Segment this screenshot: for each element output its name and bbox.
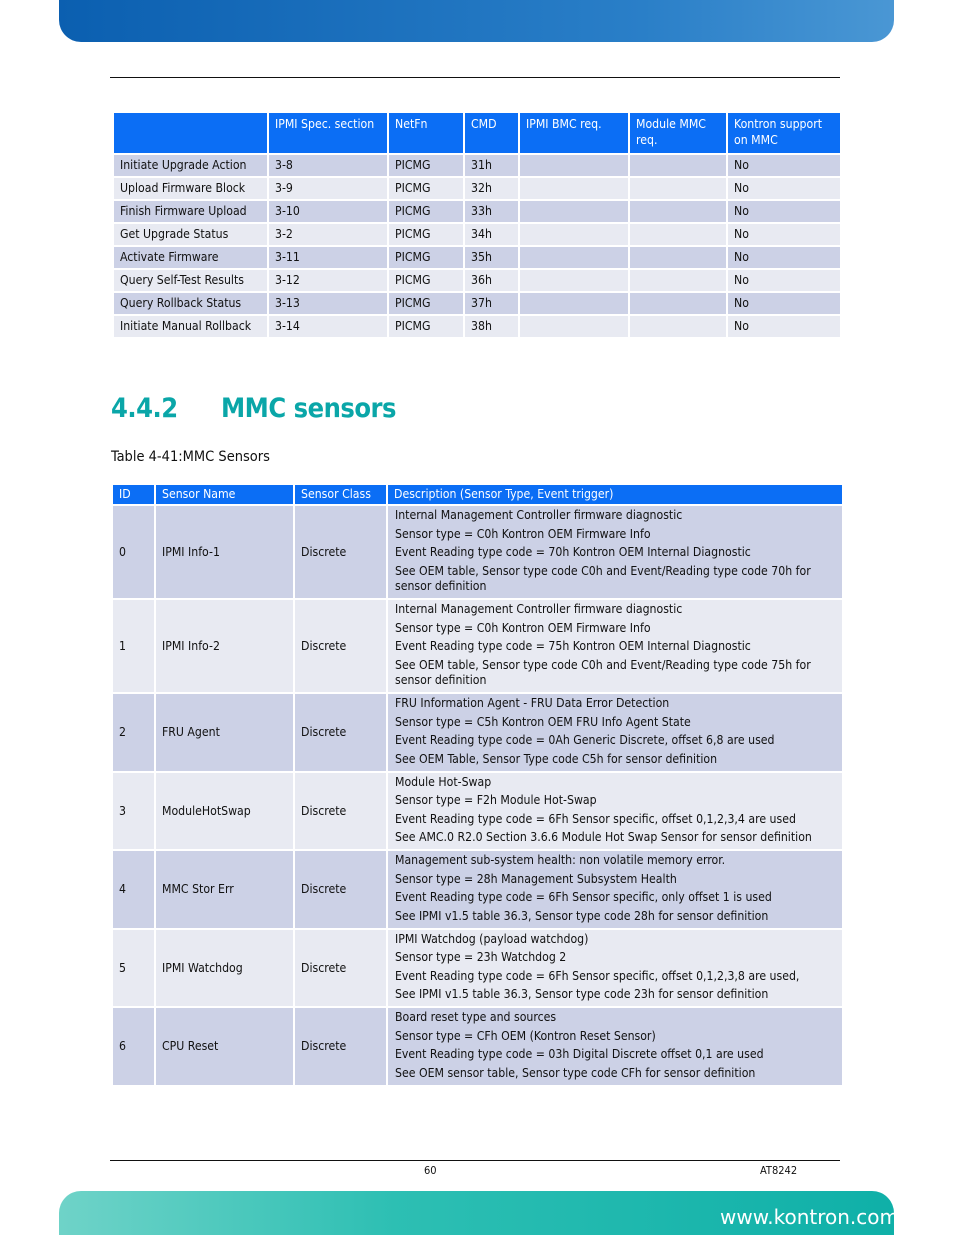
table-cell: 34h (465, 224, 518, 245)
column-header (114, 113, 267, 153)
description-line: Management sub-system health: non volatile memory error. (395, 853, 726, 867)
sensor-row (113, 773, 842, 850)
description-line: See OEM table, Sensor type code C0h and Event/Reading type code 70h for sensor definition (395, 563, 811, 593)
table-cell: Initiate Upgrade Action (114, 155, 267, 176)
table-cell: 32h (465, 178, 518, 199)
table-cell (630, 224, 726, 245)
table-cell: No (728, 293, 840, 314)
description-line: IPMI Watchdog (payload watchdog) (395, 931, 589, 946)
table-cell (520, 224, 628, 245)
description-line: Event Reading type code = 0Ah Generic Discrete, offset 6,8 are used (395, 733, 775, 747)
table-cell: Query Self-Test Results (114, 270, 267, 291)
table-cell: 3-9 (269, 178, 387, 199)
table-cell: 3-10 (269, 201, 387, 222)
table-cell: No (728, 155, 840, 176)
description-line: See OEM Table, Sensor Type code C5h for sensor definition (395, 751, 718, 766)
column-header: Module MMC req. (630, 113, 726, 153)
sensor-description-cell (388, 694, 842, 771)
description-line: Sensor type = C0h Kontron OEM Firmware Info (395, 620, 651, 635)
table-cell: PICMG (389, 247, 463, 268)
sensor-cls-cell: Discrete (295, 694, 386, 771)
table-cell: 3-11 (269, 247, 387, 268)
description-line: Event Reading type code = 6Fh Sensor specific, offset 0,1,2,3,8 are used, (395, 968, 800, 983)
table-cell: PICMG (389, 201, 463, 222)
table-cell: No (728, 247, 840, 268)
section-title: MMC sensors (221, 393, 396, 424)
description-line: Board reset type and sources (395, 1010, 557, 1024)
column-header: CMD (465, 113, 518, 153)
sensor-row (113, 851, 842, 928)
sensor-name-cell: IPMI Info-1 (156, 506, 293, 598)
sensor-id-cell: 4 (113, 851, 154, 928)
table-cell: PICMG (389, 316, 463, 337)
table-row (114, 316, 840, 337)
sensor-row (113, 600, 842, 692)
table-cell: 35h (465, 247, 518, 268)
sensor-row (113, 694, 842, 771)
table-cell (630, 201, 726, 222)
table-cell: No (728, 316, 840, 337)
table-cell (520, 270, 628, 291)
column-header: IPMI Spec. section (269, 113, 387, 153)
sensor-description-cell (388, 1008, 842, 1085)
sensor-row (113, 930, 842, 1007)
table-cell (630, 316, 726, 337)
sensor-description-cell (388, 600, 842, 692)
description-line: Module Hot-Swap (395, 774, 492, 789)
table-header-row (113, 485, 842, 504)
table-cell (520, 155, 628, 176)
sensor-description-cell (388, 773, 842, 850)
table-cell (630, 178, 726, 199)
description-line: Sensor type = 23h Watchdog 2 (395, 950, 567, 964)
column-header: Description (Sensor Type, Event trigger) (388, 485, 842, 504)
table-cell: 31h (465, 155, 518, 176)
table-cell (520, 201, 628, 222)
table-cell: 37h (465, 293, 518, 314)
sensor-name-cell: IPMI Info-2 (156, 600, 293, 692)
table-cell (630, 270, 726, 291)
document-id: AT8242 (760, 1164, 798, 1177)
sensor-id-cell: 1 (113, 600, 154, 692)
sensor-cls-cell: Discrete (295, 1008, 386, 1085)
description-line: See IPMI v1.5 table 36.3, Sensor type code 23h for sensor definition (395, 987, 769, 1001)
table-cell: Get Upgrade Status (114, 224, 267, 245)
sensor-id-cell: 6 (113, 1008, 154, 1085)
table-caption: Table 4-41:MMC Sensors (111, 449, 270, 465)
sensor-name-cell: CPU Reset (156, 1008, 293, 1085)
description-line: See OEM table, Sensor type code C0h and Event/Reading type code 75h for sensor definition (395, 657, 811, 687)
description-line: See IPMI v1.5 table 36.3, Sensor type code 28h for sensor definition (395, 908, 769, 923)
table-cell: Initiate Manual Rollback (114, 316, 267, 337)
sensor-description-cell (388, 930, 842, 1007)
description-line: Internal Management Controller firmware diagnostic (395, 508, 683, 523)
description-line: See AMC.0 R2.0 Section 3.6.6 Module Hot Swap Sensor for sensor definition (395, 830, 812, 844)
table-row (114, 247, 840, 268)
sensor-cls-cell: Discrete (295, 851, 386, 928)
section-heading (111, 393, 396, 424)
description-line: Sensor type = C5h Kontron OEM FRU Info Agent State (395, 714, 691, 729)
table-cell (520, 247, 628, 268)
table-cell: 3-12 (269, 270, 387, 291)
table-cell: Finish Firmware Upload (114, 201, 267, 222)
table-cell: Activate Firmware (114, 247, 267, 268)
sensor-cls-cell: Discrete (295, 930, 386, 1007)
table-cell: PICMG (389, 293, 463, 314)
table-row (114, 270, 840, 291)
sensor-row (113, 506, 842, 598)
sensor-cls-cell: Discrete (295, 600, 386, 692)
description-line: Event Reading type code = 70h Kontron OEM Internal Diagnostic (395, 545, 751, 560)
description-line: Event Reading type code = 6Fh Sensor specific, only offset 1 is used (395, 890, 772, 904)
table-cell: 33h (465, 201, 518, 222)
table-cell: 3-8 (269, 155, 387, 176)
table-cell: 3-2 (269, 224, 387, 245)
description-line: Event Reading type code = 6Fh Sensor specific, offset 0,1,2,3,4 are used (395, 811, 796, 826)
page-number: 60 (424, 1164, 437, 1177)
table-cell: 3-13 (269, 293, 387, 314)
sensor-description-cell (388, 506, 842, 598)
sensor-description-cell (388, 851, 842, 928)
table-cell: PICMG (389, 270, 463, 291)
table-cell (520, 293, 628, 314)
sensor-id-cell: 3 (113, 773, 154, 850)
sensor-name-cell: ModuleHotSwap (156, 773, 293, 850)
table-cell (520, 316, 628, 337)
table-cell: PICMG (389, 155, 463, 176)
description-line: FRU Information Agent - FRU Data Error Detection (395, 696, 670, 710)
column-header: NetFn (389, 113, 463, 153)
sensor-cls-cell: Discrete (295, 773, 386, 850)
column-header: ID (113, 485, 154, 504)
sensor-name-cell: IPMI Watchdog (156, 930, 293, 1007)
table-cell (630, 155, 726, 176)
table-cell: 38h (465, 316, 518, 337)
table-cell (630, 293, 726, 314)
table-cell: Query Rollback Status (114, 293, 267, 314)
description-line: Sensor type = CFh OEM (Kontron Reset Sensor) (395, 1028, 656, 1043)
table-cell: 36h (465, 270, 518, 291)
table-header-row (114, 113, 840, 153)
column-header: IPMI BMC req. (520, 113, 628, 153)
description-line: Sensor type = F2h Module Hot-Swap (395, 793, 597, 807)
table-row (114, 293, 840, 314)
sensor-cls-cell: Discrete (295, 506, 386, 598)
table-row (114, 201, 840, 222)
table-cell (630, 247, 726, 268)
sensor-name-cell: FRU Agent (156, 694, 293, 771)
description-line: Sensor type = C0h Kontron OEM Firmware Info (395, 526, 651, 541)
table-cell: No (728, 178, 840, 199)
header-banner (59, 0, 894, 42)
table-cell: No (728, 224, 840, 245)
column-header: Kontron support on MMC (728, 113, 840, 153)
upgrade-commands-table (112, 111, 842, 339)
section-number: 4.4.2 (111, 393, 178, 424)
table-cell: PICMG (389, 224, 463, 245)
website-link[interactable]: www.kontron.com (720, 1205, 899, 1229)
table-row (114, 224, 840, 245)
description-line: Internal Management Controller firmware diagnostic (395, 602, 683, 617)
table-cell: PICMG (389, 178, 463, 199)
sensor-id-cell: 5 (113, 930, 154, 1007)
column-header: Sensor Name (156, 485, 293, 504)
description-line: Event Reading type code = 75h Kontron OEM Internal Diagnostic (395, 639, 751, 654)
table-cell: No (728, 270, 840, 291)
footer-rule (110, 1160, 840, 1161)
table-cell: No (728, 201, 840, 222)
table-cell: Upload Firmware Block (114, 178, 267, 199)
sensor-row (113, 1008, 842, 1085)
sensor-id-cell: 0 (113, 506, 154, 598)
sensor-id-cell: 2 (113, 694, 154, 771)
table-row (114, 178, 840, 199)
header-rule (110, 77, 840, 78)
sensor-name-cell: MMC Stor Err (156, 851, 293, 928)
mmc-sensors-table (111, 483, 844, 1087)
table-cell (520, 178, 628, 199)
description-line: Sensor type = 28h Management Subsystem Health (395, 871, 677, 886)
column-header: Sensor Class (295, 485, 386, 504)
table-row (114, 155, 840, 176)
description-line: Event Reading type code = 03h Digital Discrete offset 0,1 are used (395, 1047, 764, 1061)
description-line: See OEM sensor table, Sensor type code CFh for sensor definition (395, 1065, 756, 1080)
table-cell: 3-14 (269, 316, 387, 337)
